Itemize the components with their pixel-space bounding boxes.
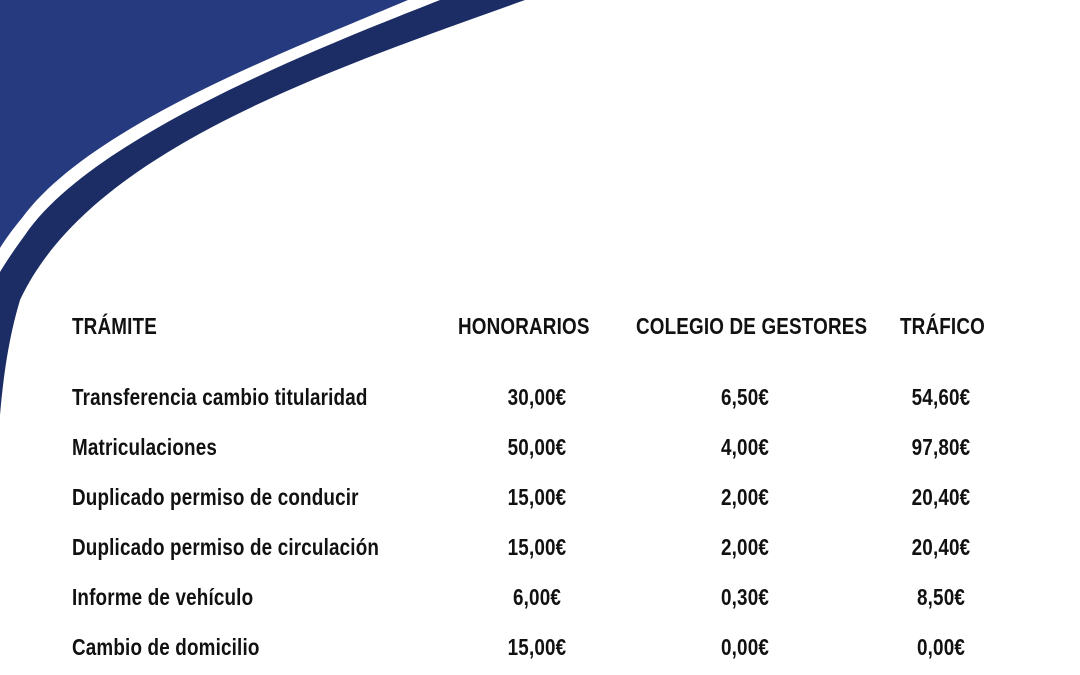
row-trafico: 20,40€ <box>911 534 971 560</box>
row-honorarios: 15,00€ <box>507 634 567 660</box>
header-colegio-de-gestores: COLEGIO DE GESTORES <box>636 313 868 339</box>
row-tramite: Matriculaciones <box>72 434 218 460</box>
row-trafico: 0,00€ <box>916 634 966 660</box>
row-trafico: 54,60€ <box>911 384 971 410</box>
row-trafico: 97,80€ <box>911 434 971 460</box>
row-tramite: Cambio de domicilio <box>72 634 260 660</box>
row-tramite: Transferencia cambio titularidad <box>72 384 368 410</box>
row-colegio: 2,00€ <box>720 484 770 510</box>
header-tramite: TRÁMITE <box>72 313 157 339</box>
row-tramite: Duplicado permiso de conducir <box>72 484 359 510</box>
row-tramite: Informe de vehículo <box>72 584 254 610</box>
header-trafico: TRÁFICO <box>900 313 985 339</box>
row-colegio: 2,00€ <box>720 534 770 560</box>
header-honorarios: HONORARIOS <box>458 313 590 339</box>
row-colegio: 0,30€ <box>720 584 770 610</box>
row-honorarios: 6,00€ <box>512 584 562 610</box>
row-honorarios: 15,00€ <box>507 484 567 510</box>
row-honorarios: 30,00€ <box>507 384 567 410</box>
row-trafico: 8,50€ <box>916 584 966 610</box>
row-tramite: Duplicado permiso de circulación <box>72 534 380 560</box>
row-colegio: 0,00€ <box>720 634 770 660</box>
row-honorarios: 15,00€ <box>507 534 567 560</box>
row-trafico: 20,40€ <box>911 484 971 510</box>
row-honorarios: 50,00€ <box>507 434 567 460</box>
row-colegio: 6,50€ <box>720 384 770 410</box>
row-colegio: 4,00€ <box>720 434 770 460</box>
